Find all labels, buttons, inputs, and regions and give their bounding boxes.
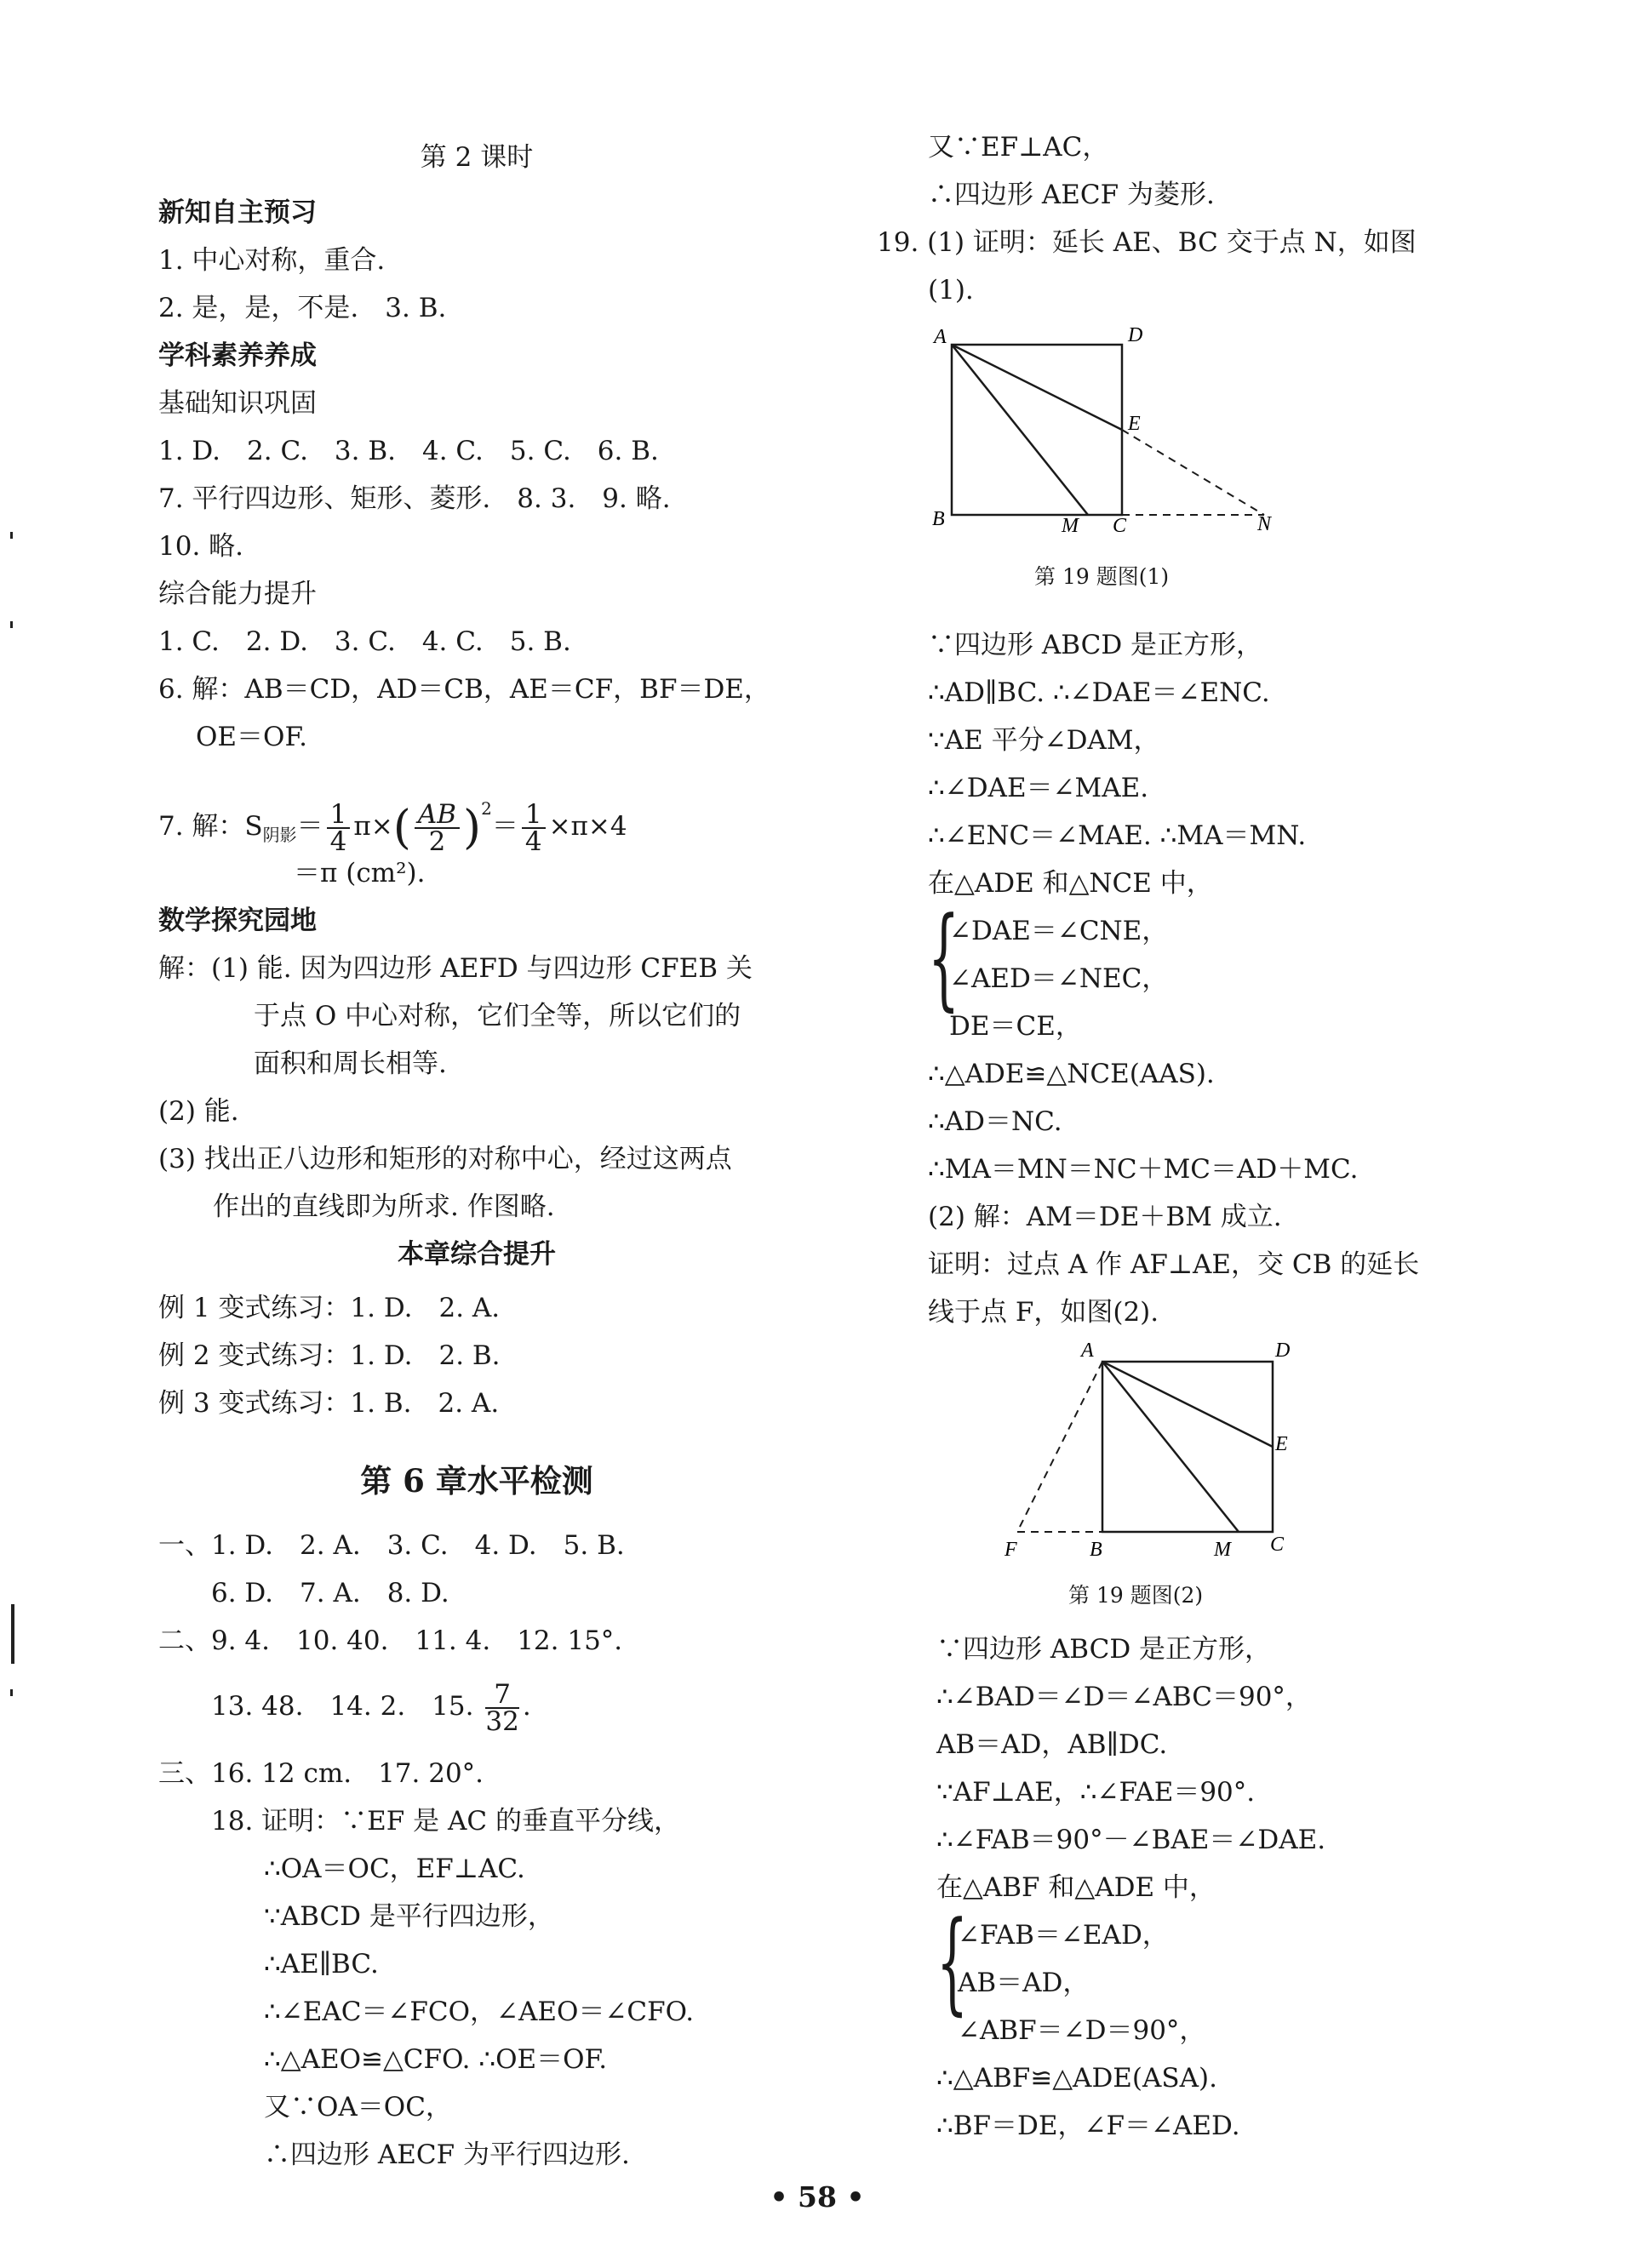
step1-line-2: ∴AD∥BC. ∴∠DAE＝∠ENC. xyxy=(928,677,1270,708)
q7-line-2: ＝π (cm²). xyxy=(294,858,426,888)
fig2-label-D: D xyxy=(1275,1340,1291,1362)
comp-line-1: 1. C. 2. D. 3. C. 4. C. 5. B. xyxy=(158,626,571,657)
q7-eq2: ＝ xyxy=(491,811,518,842)
q7-tail: ×π×4 xyxy=(548,811,627,842)
fig2-label-A: A xyxy=(1081,1340,1094,1362)
comp-line-3: OE＝OF. xyxy=(196,722,307,752)
q7-pi: π× xyxy=(353,811,393,842)
step3-line-6: 在△ABF 和△ADE 中， xyxy=(936,1872,1216,1903)
fig1-label-A: A xyxy=(934,326,947,348)
step1-brace-line-3: DE＝CE， xyxy=(949,1011,1082,1042)
fig1-label-B: B xyxy=(932,508,945,530)
preview-line-2: 2. 是，是，不是. 3. B. xyxy=(158,293,447,323)
figure-19-1 xyxy=(924,319,1298,549)
page-number: • 58 • xyxy=(770,2180,865,2214)
step2-line-2: 证明：过点 A 作 AF⊥AE，交 CB 的延长 xyxy=(928,1249,1420,1280)
fig1-label-E: E xyxy=(1128,413,1141,435)
proof18-line-5: ∴∠EAC＝∠FCO，∠AEO＝∠CFO. xyxy=(264,1997,695,2027)
fig2-label-C: C xyxy=(1270,1534,1285,1556)
basic-line-3: 10. 略. xyxy=(158,531,244,562)
explore-line-1: 解：(1) 能. 因为四边形 AEFD 与四边形 CFEB 关 xyxy=(158,953,753,984)
fig2-label-M: M xyxy=(1214,1539,1231,1561)
subsection-comprehensive: 综合能力提升 xyxy=(158,579,317,609)
q7-eq: ＝ xyxy=(296,811,323,842)
step1-line-1: ∵四边形 ABCD 是正方形， xyxy=(928,630,1263,660)
fig2-label-B: B xyxy=(1090,1539,1102,1561)
proof18-line-4: ∴AE∥BC. xyxy=(264,1949,379,1980)
example-1: 例 1 变式练习：1. D. 2. A. xyxy=(158,1293,501,1323)
step3-line-1: ∵四边形 ABCD 是正方形， xyxy=(936,1634,1272,1665)
q7-fraction-3: $\frac{1}{4}$ xyxy=(522,802,546,854)
scan-mark-4 xyxy=(10,1689,13,1696)
step1-line-9: ∴MA＝MN＝NC＋MC＝AD＋MC. xyxy=(928,1154,1359,1185)
step3-brace-line-2: AB＝AD， xyxy=(958,1968,1090,1998)
step3-brace-line-1: ∠FAB＝∠EAD， xyxy=(958,1920,1169,1951)
proof19-line-2: (1). xyxy=(928,275,974,306)
fig1-label-C: C xyxy=(1113,515,1127,537)
explore-line-4: (2) 能. xyxy=(158,1096,239,1127)
step3-brace: { xyxy=(936,1897,969,2026)
test-part1-line-2: 6. D. 7. A. 8. D. xyxy=(211,1578,449,1608)
step1-brace-line-2: ∠AED＝∠NEC， xyxy=(949,963,1169,994)
q7-formula: 7. 解：$S_{阴影}=$ $\frac{1}{4}$ π×( $\frac{AB}{2}$ )$^2$＝ $\frac{1}{4}$ ×π×4 xyxy=(158,798,627,857)
q7-square: 2 xyxy=(481,798,492,819)
test-part1-line-1: 一、1. D. 2. A. 3. C. 4. D. 5. B. xyxy=(158,1530,625,1561)
test-title: 第 6 章水平检测 xyxy=(360,1462,593,1500)
step3-line-2: ∴∠BAD＝∠D＝∠ABC＝90°， xyxy=(936,1682,1312,1712)
step3-line-4: ∵AF⊥AE，∴∠FAE＝90°. xyxy=(936,1777,1256,1808)
section-title-explore: 数学探究园地 xyxy=(158,905,317,936)
scan-mark-1 xyxy=(10,532,13,539)
fig2-label-E: E xyxy=(1275,1433,1288,1455)
test-part2-line-2: 13. 48. 14. 2. 15. $\frac{7}{32}$ . xyxy=(211,1678,531,1737)
proof18-line-6: ∴△AEO≌△CFO. ∴OE＝OF. xyxy=(264,2044,608,2075)
step3-line-3: AB＝AD，AB∥DC. xyxy=(936,1729,1168,1760)
proof18-line-8: ∴四边形 AECF 为平行四边形. xyxy=(264,2139,630,2170)
q7-prefix: 7. 解：S xyxy=(158,811,263,842)
figure-19-1-caption: 第 19 题图(1) xyxy=(1034,564,1170,589)
q7-fraction-2: $\frac{AB}{2}$ xyxy=(415,802,460,854)
section-title-preview: 新知自主预习 xyxy=(158,197,317,228)
step3-brace-line-3: ∠ABF＝∠D＝90°， xyxy=(958,2015,1206,2046)
step1-line-6: 在△ADE 和△NCE 中， xyxy=(928,868,1213,899)
section-title-literacy: 学科素养养成 xyxy=(158,340,317,371)
proof18-line-7: 又∵OA＝OC， xyxy=(264,2092,452,2122)
step3-line-5: ∴∠FAB＝90°－∠BAE＝∠DAE. xyxy=(936,1825,1326,1855)
step1-line-5: ∴∠ENC＝∠MAE. ∴MA＝MN. xyxy=(928,820,1307,851)
comp-line-2: 6. 解：AB＝CD，AD＝CB，AE＝CF，BF＝DE， xyxy=(158,674,770,705)
proof18-line-3: ∵ABCD 是平行四边形， xyxy=(264,1901,554,1932)
explore-line-5: (3) 找出正八边形和矩形的对称中心，经过这两点 xyxy=(158,1144,732,1174)
step1-brace: { xyxy=(928,893,960,1022)
right-line-1: 又∵EF⊥AC， xyxy=(928,132,1109,163)
step2-line-1: (2) 解：AM＝DE＋BM 成立. xyxy=(928,1202,1282,1232)
explore-line-3: 面积和周长相等. xyxy=(254,1048,447,1079)
figure-19-2-caption: 第 19 题图(2) xyxy=(1068,1583,1204,1608)
subsection-basic: 基础知识巩固 xyxy=(158,388,317,419)
preview-line-1: 1. 中心对称，重合. xyxy=(158,245,386,276)
example-3: 例 3 变式练习：1. B. 2. A. xyxy=(158,1388,500,1419)
fig1-label-N: N xyxy=(1257,513,1272,535)
figure-19-2 xyxy=(970,1336,1311,1566)
test-part3-line-1: 三、16. 12 cm. 17. 20°. xyxy=(158,1758,484,1789)
step1-brace-line-1: ∠DAE＝∠CNE， xyxy=(949,916,1169,946)
q7-subscript: 阴影 xyxy=(262,825,297,846)
example-2: 例 2 变式练习：1. D. 2. B. xyxy=(158,1340,501,1371)
basic-line-2: 7. 平行四边形、矩形、菱形. 8. 3. 9. 略. xyxy=(158,483,671,514)
step1-line-8: ∴AD＝NC. xyxy=(928,1106,1062,1137)
step1-line-3: ∵AE 平分∠DAM， xyxy=(928,725,1160,756)
step1-line-7: ∴△ADE≌△NCE(AAS). xyxy=(928,1059,1215,1089)
q15-fraction: $\frac{7}{32}$ xyxy=(485,1678,519,1737)
q7-fraction-1: $\frac{1}{4}$ xyxy=(327,802,351,854)
chapter-review-title: 本章综合提升 xyxy=(398,1239,556,1270)
explore-line-2: 于点 O 中心对称，它们全等，所以它们的 xyxy=(254,1001,741,1031)
fig2-label-F: F xyxy=(1005,1539,1017,1561)
fig1-label-M: M xyxy=(1062,515,1079,537)
proof19-line-1: 19. (1) 证明：延长 AE、BC 交于点 N，如图 xyxy=(877,227,1417,258)
explore-line-6: 作出的直线即为所求. 作图略. xyxy=(213,1191,555,1222)
step1-line-4: ∴∠DAE＝∠MAE. xyxy=(928,773,1149,803)
lesson-title: 第 2 课时 xyxy=(420,142,534,173)
scan-mark-2 xyxy=(10,621,13,628)
right-line-2: ∴四边形 AECF 为菱形. xyxy=(928,180,1215,210)
basic-line-1: 1. D. 2. C. 3. B. 4. C. 5. C. 6. B. xyxy=(158,436,659,466)
fig1-label-D: D xyxy=(1128,324,1143,346)
step3-line-7: ∴△ABF≌△ADE(ASA). xyxy=(936,2063,1217,2094)
step3-line-8: ∴BF＝DE，∠F＝∠AED. xyxy=(936,2111,1240,2141)
proof18-line-2: ∴OA＝OC，EF⊥AC. xyxy=(264,1854,525,1884)
test-part2-line-1: 二、9. 4. 10. 40. 11. 4. 12. 15°. xyxy=(158,1625,623,1656)
scan-mark-3 xyxy=(11,1604,14,1664)
step2-line-3: 线于点 F，如图(2). xyxy=(928,1297,1159,1328)
proof18-line-1: 18. 证明：∵EF 是 AC 的垂直平分线， xyxy=(211,1806,680,1837)
